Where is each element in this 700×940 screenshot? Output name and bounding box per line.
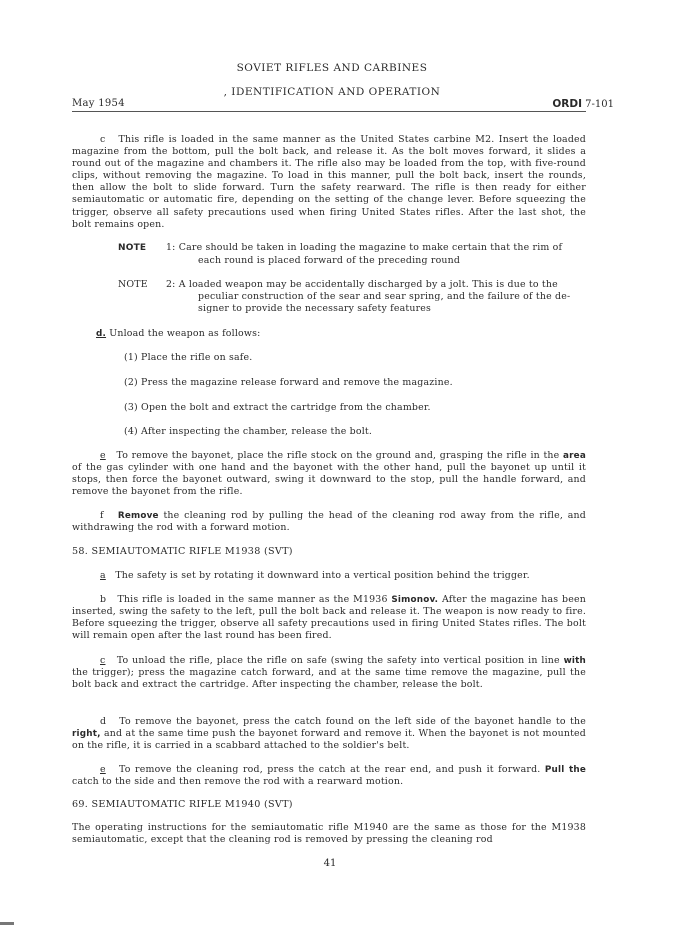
step-3: (3) Open the bolt and extract the cartridge from the chamber.	[124, 402, 431, 413]
paragraph-text: This rifle is loaded in the same manner as the M1936	[117, 594, 388, 605]
section58-paragraph-c	[72, 655, 586, 691]
paragraph-marker: e	[100, 450, 106, 461]
paragraph-bold-word: Pull the	[544, 765, 586, 775]
paragraph-f	[72, 510, 586, 534]
paragraph-marker: a	[100, 570, 106, 581]
section58-paragraph-b	[72, 594, 586, 642]
paragraph-marker: e	[100, 764, 106, 775]
paragraph-e	[72, 450, 586, 498]
paragraph-bold-word: Remove	[117, 511, 159, 521]
page-number: 41	[323, 858, 337, 869]
scan-edge-mark	[0, 922, 14, 925]
note-2	[118, 279, 586, 314]
paragraph-text: the trigger); press the magazine catch forward, and at the same time remove the magazine, pull the bolt back and extract the cartridge. After inspecting the chamber, release the bolt.	[72, 667, 586, 691]
step-2: (2) Press the magazine release forward and remove the magazine.	[124, 377, 453, 388]
header-title-line-1: SOVIET RIFLES AND CARBINES	[236, 62, 428, 74]
step-1: (1) Place the rifle on safe.	[124, 352, 253, 363]
paragraph-marker: d	[100, 716, 107, 727]
header-doc-id	[552, 98, 614, 110]
note-label: NOTE	[118, 243, 147, 253]
header-title-line-2: , IDENTIFICATION AND OPERATION	[223, 86, 441, 98]
paragraph-bold-word: right,	[72, 729, 101, 740]
section-heading-59: 69. SEMIAUTOMATIC RIFLE M1940 (SVT)	[72, 799, 293, 810]
paragraph-d	[96, 328, 586, 340]
note-label: NOTE	[118, 279, 148, 290]
paragraph-text: After the magazine has been inserted, swing the safety to the left, pull the bolt back and release it. The weapon is now ready to fire. Before squeezing the trigger, observe all safety precautions used in firing United States rifles. The bolt will remain open after the last round has been fired.	[72, 594, 586, 642]
paragraph-text: To remove the bayonet, press the catch found on the left side of the bayonet handle to the	[119, 716, 586, 727]
paragraph-marker: d.	[96, 329, 107, 339]
note-1	[118, 242, 586, 267]
paragraph-text: of the gas cylinder with one hand and the bayonet with the other hand, pull the bayonet up until it stops, then force the bayonet outward, swing it downward to the stop, pull the handle forward, and remove the bayonet from the rifle.	[72, 462, 586, 498]
paragraph-bold-word: Simonov.	[391, 595, 439, 605]
section59-paragraph: The operating instructions for the semiautomatic rifle M1940 are the same as those for the M1938 semiautomatic, except that the cleaning rod is removed by pressing the cleaning rod	[72, 822, 586, 846]
paragraph-text: To remove the bayonet, place the rifle stock on the ground and, grasping the rifle in the	[116, 450, 560, 461]
note-text-line: Care should be taken in loading the magazine to make certain that the rim of	[178, 242, 563, 253]
paragraph-bold-word: area	[563, 451, 586, 461]
paragraph-text: and at the same time push the bayonet forward and remove it. When the bayonet is not mounted on the rifle, it is carried in a scabbard attached to the soldier's belt.	[72, 728, 586, 752]
header-rule	[72, 111, 586, 112]
paragraph-text: The safety is set by rotating it downward into a vertical position behind the trigger.	[115, 570, 530, 581]
note-text-line: each round is placed forward of the preceding round	[198, 254, 461, 266]
paragraph-text: Unload the weapon as follows:	[109, 328, 261, 339]
note-number: 2:	[166, 279, 176, 290]
note-text-line: A loaded weapon may be accidentally discharged by a jolt. This is due to the	[178, 279, 558, 290]
paragraph-marker: b	[100, 594, 107, 605]
header-date: May 1954	[72, 98, 125, 109]
note-text-line: signer to provide the necessary safety features	[198, 302, 432, 314]
section58-paragraph-a	[72, 570, 586, 582]
paragraph-marker: c	[100, 655, 106, 666]
paragraph-text: To remove the cleaning rod, press the catch at the rear end, and push it forward.	[119, 764, 541, 775]
paragraph-bold-word: with	[563, 656, 586, 666]
paragraph-text: catch to the side and then remove the rod with a rearward motion.	[72, 776, 404, 788]
note-number: 1:	[166, 242, 176, 253]
note-text-line: peculiar construction of the sear and sear spring, and the failure of the de-	[198, 290, 571, 302]
header-doc-number: 7-101	[585, 99, 614, 110]
paragraph-c	[72, 134, 586, 231]
section-heading-58: 58. SEMIAUTOMATIC RIFLE M1938 (SVT)	[72, 546, 293, 557]
paragraph-text: To unload the rifle, place the rifle on safe (swing the safety into vertical position in line	[116, 655, 560, 666]
section58-paragraph-e	[72, 764, 586, 788]
paragraph-marker: c	[100, 134, 106, 145]
section58-paragraph-d	[72, 716, 586, 752]
header-doc-code: ORDI	[552, 98, 582, 110]
paragraph-marker: f	[100, 510, 104, 521]
paragraph-text: the cleaning rod by pulling the head of the cleaning rod away from the rifle, and withdrawing the rod with a forward motion.	[72, 510, 586, 534]
paragraph-text: This rifle is loaded in the same manner as the United States carbine M2. Insert the loaded magazine from the bottom, pull the bolt back, and release it. As the bolt moves forward, it slides a round out of the magazine and chambers it. The rifle also may be loaded from the top, with five-round clips, without removing the magazine. To load in this manner, pull the bolt back, insert the rounds, then allow the bolt to slide forward. Turn the safety rearward. The rifle is then ready for either semiautomatic or automatic fire, depending on the setting of the change lever. Before squeezing the trigger, observe all safety precautions used when firing United States rifles. After the last shot, the bolt remains open.	[72, 134, 586, 230]
step-4: (4) After inspecting the chamber, release the bolt.	[124, 426, 373, 437]
